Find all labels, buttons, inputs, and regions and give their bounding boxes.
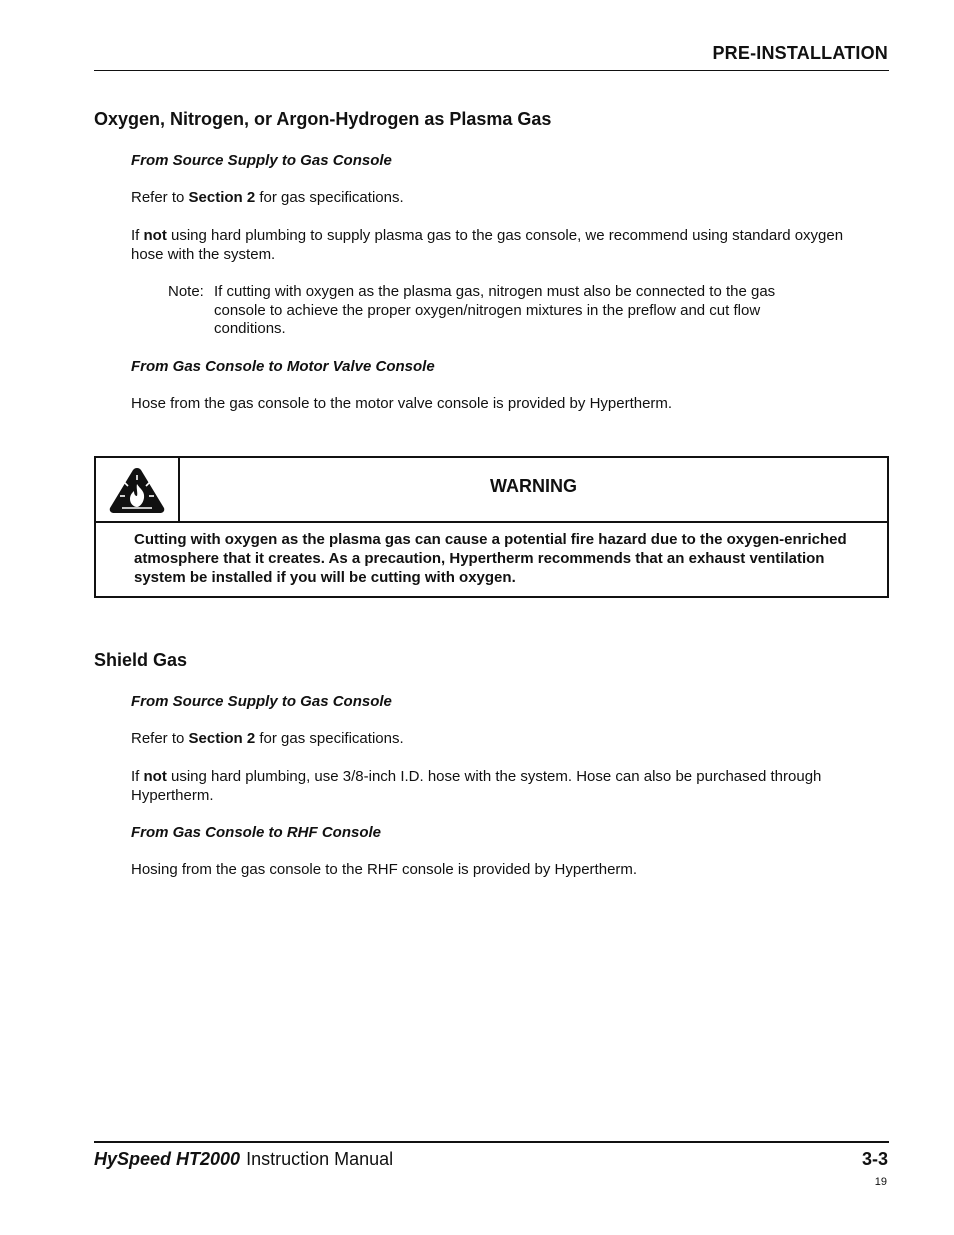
note-label: Note:: [168, 283, 204, 300]
product-brand: HySpeed HT2000: [94, 1149, 241, 1169]
warning-box: [94, 456, 889, 598]
plasma-gas-heading: Oxygen, Nitrogen, or Argon-Hydrogen as Plasma Gas: [94, 109, 552, 129]
warning-icon-cell: [96, 458, 180, 521]
header-rule: [94, 70, 889, 71]
shield-source-subheading: From Source Supply to Gas Console: [131, 693, 392, 710]
warning-divider: [96, 521, 887, 523]
shield-rhf-paragraph: Hosing from the gas console to the RHF console is provided by Hypertherm.: [131, 861, 638, 878]
footer-title: [94, 1149, 393, 1170]
plasma-source-subheading: From Source Supply to Gas Console: [131, 152, 392, 169]
emphasis-not: not: [143, 227, 167, 244]
section-reference: Section 2: [188, 189, 256, 206]
shield-hose-paragraph: If not using hard plumbing, use 3/8-inch I.D. hose with the system. Hose can also be purchased through Hypertherm.: [131, 768, 822, 804]
page-reference: 3-3: [861, 1149, 888, 1169]
plasma-motor-paragraph: Hose from the gas console to the motor valve console is provided by Hypertherm.: [131, 395, 673, 412]
emphasis-not: not: [143, 768, 167, 785]
note-text: If cutting with oxygen as the plasma gas, nitrogen must also be connected to the gas console to achieve the proper oxygen/nitrogen mixtures in the preflow and cut flow conditions.: [214, 283, 776, 337]
section-header: PRE-INSTALLATION: [712, 43, 888, 63]
plasma-motor-subheading: From Gas Console to Motor Valve Console: [131, 358, 435, 375]
plasma-hose-paragraph: If not using hard plumbing to supply plasma gas to the gas console, we recommend using standard oxygen hose with the system.: [131, 227, 844, 263]
page-number: 19: [874, 1176, 887, 1188]
shield-gas-heading: Shield Gas: [94, 650, 188, 670]
shield-refer-paragraph: Refer to Section 2 for gas specifications.: [131, 730, 404, 747]
warning-title: WARNING: [490, 476, 577, 496]
plasma-refer-paragraph: Refer to Section 2 for gas specifications.: [131, 189, 404, 206]
warning-body: Cutting with oxygen as the plasma gas can cause a potential fire hazard due to the oxygen-enriched atmosphere that it creates. As a precaution, Hypertherm recommends that an exhaust ventilation system be installed if you will be cutting with oxygen.: [134, 531, 847, 586]
manual-label: Instruction Manual: [246, 1149, 394, 1169]
shield-rhf-subheading: From Gas Console to RHF Console: [131, 824, 382, 841]
footer-rule: [94, 1141, 889, 1143]
fire-hazard-icon: [108, 466, 166, 514]
section-reference: Section 2: [188, 730, 256, 747]
